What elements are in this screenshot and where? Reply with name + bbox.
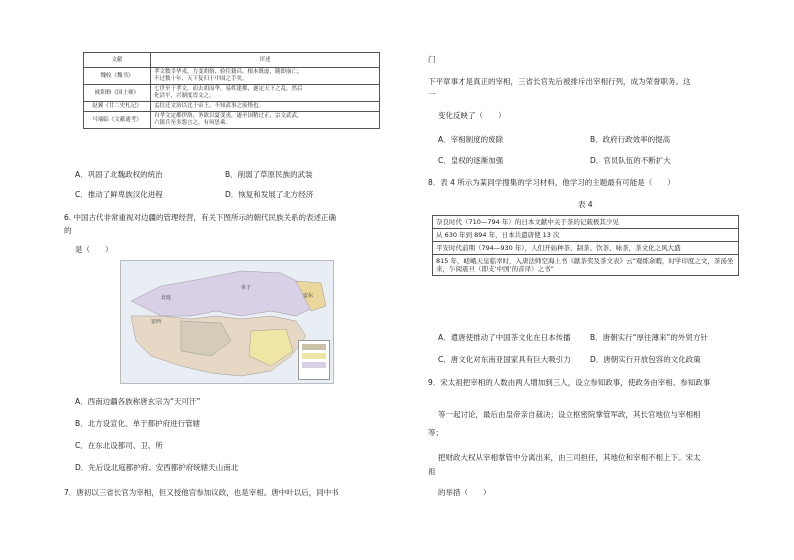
table-cell-name: 欧阳修《国士赛》 [84,85,151,102]
q9-line6: 的举措（ ） [438,488,491,497]
q6-stem-line2: 的 [64,226,72,235]
table-header-row [84,53,380,68]
table-cell: 815 年，嵯峨天皇临幸时，入唐法师空海上书《献茶奖及茶文表》云“观练余暇，时学印度之文，茶汤坐来，乍阅震旦（即支‘中国’的音译）之书” [433,255,739,276]
table-cell-name: 赵翼《廿二史札记》 [84,102,151,112]
q6-stem-line1: 6. 中国古代非常重视对边疆的管理经营，有关下图所示的朝代民族关系的表述正确 [64,213,337,222]
legend-swatch [302,353,326,359]
q9-line5: 祖 [428,467,436,476]
table-row [433,255,739,276]
q8-table-title: 表 4 [578,200,593,209]
q8-option-c: C．唐文化对东南亚国家具有巨大吸引力 [438,355,571,364]
legend-swatch [302,362,326,368]
q5-option-d: D．恢复和发展了北方经济 [225,190,314,199]
q5-option-c: C．推动了鲜卑族汉化进程 [75,190,163,199]
q6-option-b: B．北方设宣化、单于都护府进行管辖 [75,419,201,428]
table-row [84,112,380,129]
map-legend [298,340,330,380]
table-row [84,68,380,85]
q6-option-d: D．先后设北庭都护府、安西都护府统辖天山南北 [75,463,239,472]
table-cell-desc: 七世至于孝文，而去胡而华，易姓建都，遂定天下之乱，然后 化洽平，兴制度焉文之。 [151,85,380,102]
table-cell-desc: 孝文数幸华戎，力变胡俗，验往籍昌，根本既虚，随即崩亡， 不过数十年，天下复归于中国之手矣。 [151,68,380,85]
q7-stem-line4: 一 [428,90,436,99]
table-cell: 奈良时代（710—794 年）的日本文献中关于茶的记载极其少见 [433,216,739,229]
table-cell-name: 马端临《文献通考》 [84,112,151,129]
table-cell-name: 魏收《魏书》 [84,68,151,85]
table-row [84,102,380,112]
q7-option-c: C．皇权的逐渐加强 [438,156,504,165]
table-cell: 从 630 年到 894 年，日本共遣唐使 13 次 [433,229,739,242]
q8-option-d: D．唐朝实行开放包容的文化政策 [590,355,701,364]
q9-line1: 9．宋太祖把宰相的人数由两人增加到三人，设立参知政事，使政务由宰相、参知政事 [428,378,711,387]
q5-option-a: A．巩固了北魏政权的统治 [75,170,163,179]
map-label-andong: 安东 [303,293,314,299]
q7-stem-line2: 门 [428,55,436,64]
map-label-anxi: 安西 [151,319,162,325]
q6-option-c: C．在东北设都司、卫、所 [75,441,163,450]
q6-option-a: A．西南边疆各族称唐玄宗为“天可汗” [75,397,201,406]
table-cell: 平安时代前期（794—930 年），人们开始种茶、制茶、饮茶、咏茶，茶文化之风大盛 [433,242,739,255]
table-cell-desc: 自孝文定都伊洛，务欲以夏变夷，遂至国稍过正，宗文武武， 六镇兵至多怨言之，有何思乘。 [151,112,380,129]
q9-line3: 等； [428,428,443,437]
legend-swatch [302,344,326,350]
northern-region [131,271,316,316]
table-cell-desc: 孟拄迁文治以比于帝王，不知武事之废惰也。 [151,102,380,112]
q7-stem-line1: 7．唐初以三省长官为宰相，但又授他官参加议政，也是宰相。唐中叶以后，同中书 [64,488,339,497]
q8-stem: 8．表 4 所示为某同学搜集的学习材料，他学习的主题最有可能是（ ） [428,178,675,187]
table-header-comment: 评述 [151,53,380,68]
table-4 [432,215,739,276]
q5-option-b: B．削弱了草原民族的武装 [225,170,313,179]
q7-stem-line3: 下平章事才是真正的宰相，三省长官先后被排斥出宰相行列，成为荣誉职务。这 [428,77,691,86]
table-row [433,242,739,255]
q7-option-b: B．政府行政效率的提高 [590,135,671,144]
q8-option-b: B．唐朝实行“厚往薄来”的外贸方针 [590,333,708,342]
source-table [83,52,380,129]
q7-stem-line5: 变化反映了（ ） [438,111,506,120]
q9-line4: 把财政大权从宰相掌管中分离出来，由三司担任，其地位和宰相不相上下。宋太 [438,453,701,462]
table-row [84,85,380,102]
q7-option-a: A．宰相制度的废除 [438,135,504,144]
table-row [433,216,739,229]
map-label-beiting: 北庭 [161,295,172,301]
q7-option-d: D．官员队伍的不断扩大 [590,156,671,165]
map-label-shanyu: 单于 [241,285,252,291]
tang-map [120,260,334,384]
q6-stem-line3: 是（ ） [75,245,113,254]
q8-option-a: A．遣唐使推动了中国茶文化在日本传播 [438,333,571,342]
q9-line2: 等一起讨论，最后由皇帝亲自裁决；设立枢密院掌管军政，其长官地位与宰相相 [438,410,701,419]
table-row [433,229,739,242]
table-header-doc: 文献 [84,53,151,68]
